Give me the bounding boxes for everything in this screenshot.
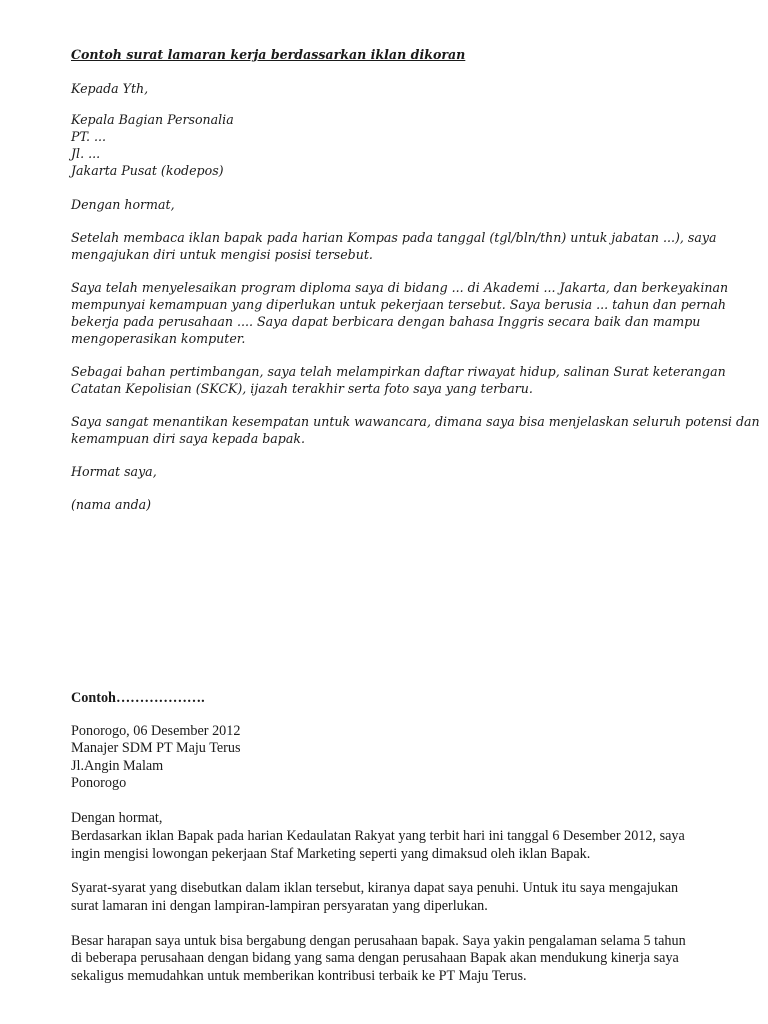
recipient-line: PT. ... — [71, 129, 107, 144]
paragraph-line: mengoperasikan komputer. — [71, 331, 246, 346]
paragraph-line: ingin mengisi lowongan pekerjaan Staf Marketing seperti yang dimaksud oleh iklan Bapak. — [71, 846, 591, 862]
paragraph-line: Saya sangat menantikan kesempatan untuk wawancara, dimana saya bisa menjelaskan seluruh potensi dan — [71, 414, 760, 429]
paragraph-line: Catatan Kepolisian (SKCK), ijazah terakhir serta foto saya yang terbaru. — [71, 381, 533, 396]
paragraph-line: di beberapa perusahaan dengan bidang yang sama dengan perusahaan Bapak akan mendukung kinerja saya — [71, 950, 679, 966]
salutation-to: Kepada Yth, — [71, 81, 149, 96]
paragraph-line: surat lamaran ini dengan lampiran-lampiran persyaratan yang diperlukan. — [71, 898, 488, 914]
example-heading: Contoh………………. — [71, 690, 205, 706]
paragraph-line: bekerja pada perusahaan .... Saya dapat berbicara dengan bahasa Inggris secara baik dan mampu — [71, 314, 701, 329]
header-line: Manajer SDM PT Maju Terus — [71, 740, 241, 756]
closing: Hormat saya, — [71, 464, 157, 479]
header-line: Jl.Angin Malam — [71, 758, 164, 774]
paragraph-line: Berdasarkan iklan Bapak pada harian Kedaulatan Rakyat yang terbit hari ini tanggal 6 Desember 2012, saya — [71, 828, 685, 844]
signature: (nama anda) — [71, 497, 152, 512]
header-line: Ponorogo, 06 Desember 2012 — [71, 723, 241, 739]
paragraph-line: Sebagai bahan pertimbangan, saya telah melampirkan daftar riwayat hidup, salinan Surat keterangan — [71, 364, 726, 379]
paragraph-line: Saya telah menyelesaikan program diploma saya di bidang ... di Akademi ... Jakarta, dan berkeyakinan — [71, 280, 729, 295]
paragraph-line: Syarat-syarat yang disebutkan dalam iklan tersebut, kiranya dapat saya penuhi. Untuk itu saya mengajukan — [71, 880, 679, 896]
greeting: Dengan hormat, — [71, 197, 175, 212]
recipient-line: Kepala Bagian Personalia — [71, 112, 234, 127]
document-title: Contoh surat lamaran kerja berdassarkan iklan dikoran — [71, 47, 466, 62]
paragraph-line: Besar harapan saya untuk bisa bergabung dengan perusahaan bapak. Saya yakin pengalaman selama 5 tahun — [71, 933, 686, 949]
greeting: Dengan hormat, — [71, 810, 163, 826]
paragraph-line: mengajukan diri untuk mengisi posisi tersebut. — [71, 247, 373, 262]
recipient-line: Jl. ... — [71, 146, 101, 161]
paragraph-line: sekaligus memudahkan untuk memberikan kontribusi terbaik ke PT Maju Terus. — [71, 968, 527, 984]
document-page — [71, 0, 760, 1024]
recipient-line: Jakarta Pusat (kodepos) — [71, 163, 224, 178]
paragraph-line: mempunyai kemampuan yang diperlukan untuk pekerjaan tersebut. Saya berusia ... tahun dan pernah — [71, 297, 727, 312]
paragraph-line: Setelah membaca iklan bapak pada harian Kompas pada tanggal (tgl/bln/thn) untuk jabatan ...), saya — [71, 230, 717, 245]
paragraph-line: kemampuan diri saya kepada bapak. — [71, 431, 306, 446]
header-line: Ponorogo — [71, 775, 127, 791]
